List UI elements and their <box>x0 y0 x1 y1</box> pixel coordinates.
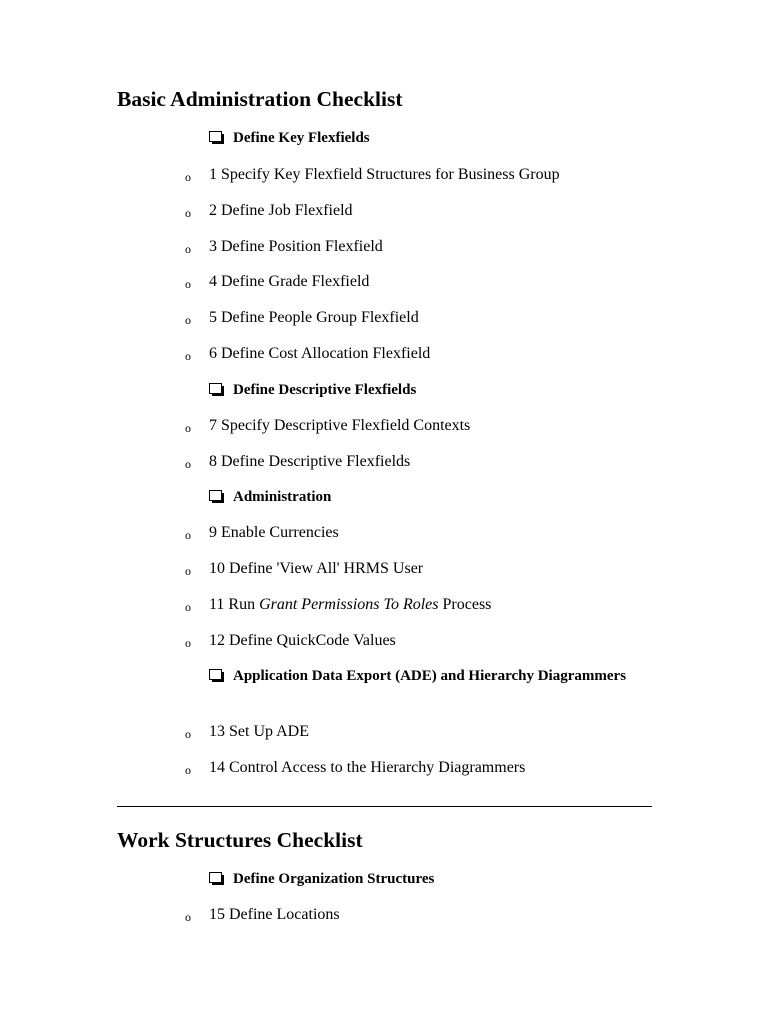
list-item <box>0 721 700 743</box>
list-item <box>0 594 700 616</box>
list-item-text: 6 Define Cost Allocation Flexfield <box>209 345 431 362</box>
bullet-icon: o <box>185 600 191 614</box>
checkbox-icon <box>209 669 224 681</box>
bullet-icon: o <box>185 727 191 741</box>
checkbox-icon <box>209 872 224 884</box>
checkbox-icon <box>209 131 224 143</box>
list-item <box>0 164 700 186</box>
list-item <box>0 307 700 329</box>
list-item-text: 14 Control Access to the Hierarchy Diagrammers <box>209 759 526 776</box>
bullet-icon: o <box>185 206 191 220</box>
group-heading-administration <box>209 487 629 507</box>
list-item <box>0 558 700 580</box>
list-item-text: 2 Define Job Flexfield <box>209 202 353 219</box>
section-divider <box>117 806 652 807</box>
list-item-text: 7 Specify Descriptive Flexfield Contexts <box>209 417 471 434</box>
list-item-text: 3 Define Position Flexfield <box>209 238 383 255</box>
list-item <box>0 522 700 544</box>
section-title-basic-administration: Basic Administration Checklist <box>117 87 403 111</box>
bullet-icon: o <box>185 170 191 184</box>
bullet-icon: o <box>185 277 191 291</box>
group-heading-ade <box>209 666 629 686</box>
list-item-text: 13 Set Up ADE <box>209 723 309 740</box>
list-item-text <box>209 594 491 616</box>
list-item-text: 15 Define Locations <box>209 906 340 923</box>
group-heading-label: Administration <box>233 489 332 505</box>
list-item <box>0 415 700 437</box>
bullet-icon: o <box>185 457 191 471</box>
list-item-text: 12 Define QuickCode Values <box>209 632 396 649</box>
list-item <box>0 343 700 365</box>
bullet-icon: o <box>185 763 191 777</box>
group-heading-label: Define Key Flexfields <box>233 130 370 146</box>
list-item <box>0 904 700 926</box>
bullet-icon: o <box>185 349 191 363</box>
group-heading-descriptive-flexfields <box>209 380 629 400</box>
bullet-icon: o <box>185 242 191 256</box>
list-item <box>0 451 700 473</box>
list-item <box>0 630 700 652</box>
bullet-icon: o <box>185 528 191 542</box>
bullet-icon: o <box>185 421 191 435</box>
checkbox-icon <box>209 383 224 395</box>
item-text-prefix: 11 Run <box>209 596 260 613</box>
list-item-text: 8 Define Descriptive Flexfields <box>209 453 411 470</box>
item-text-suffix: Process <box>438 596 492 613</box>
group-heading-key-flexfields <box>209 128 629 148</box>
list-item <box>0 757 700 779</box>
list-item-text: 5 Define People Group Flexfield <box>209 309 419 326</box>
list-item <box>0 236 700 258</box>
list-item-text: 9 Enable Currencies <box>209 524 339 541</box>
group-heading-label: Define Descriptive Flexfields <box>233 382 417 398</box>
group-heading-label: Define Organization Structures <box>233 871 435 887</box>
list-item-text: 10 Define 'View All' HRMS User <box>209 560 424 577</box>
list-item <box>0 271 700 293</box>
checkbox-icon <box>209 490 224 502</box>
bullet-icon: o <box>185 564 191 578</box>
group-heading-label: Application Data Export (ADE) and Hierarchy Diagrammers <box>233 668 627 684</box>
bullet-icon: o <box>185 636 191 650</box>
list-item <box>0 200 700 222</box>
list-item-text: 1 Specify Key Flexfield Structures for Business Group <box>209 166 560 183</box>
group-heading-organization-structures <box>209 869 629 889</box>
bullet-icon: o <box>185 910 191 924</box>
list-item-text: 4 Define Grade Flexfield <box>209 273 370 290</box>
section-title-work-structures: Work Structures Checklist <box>117 828 363 852</box>
bullet-icon: o <box>185 313 191 327</box>
item-text-emphasis: Grant Permissions To Roles <box>259 596 439 613</box>
